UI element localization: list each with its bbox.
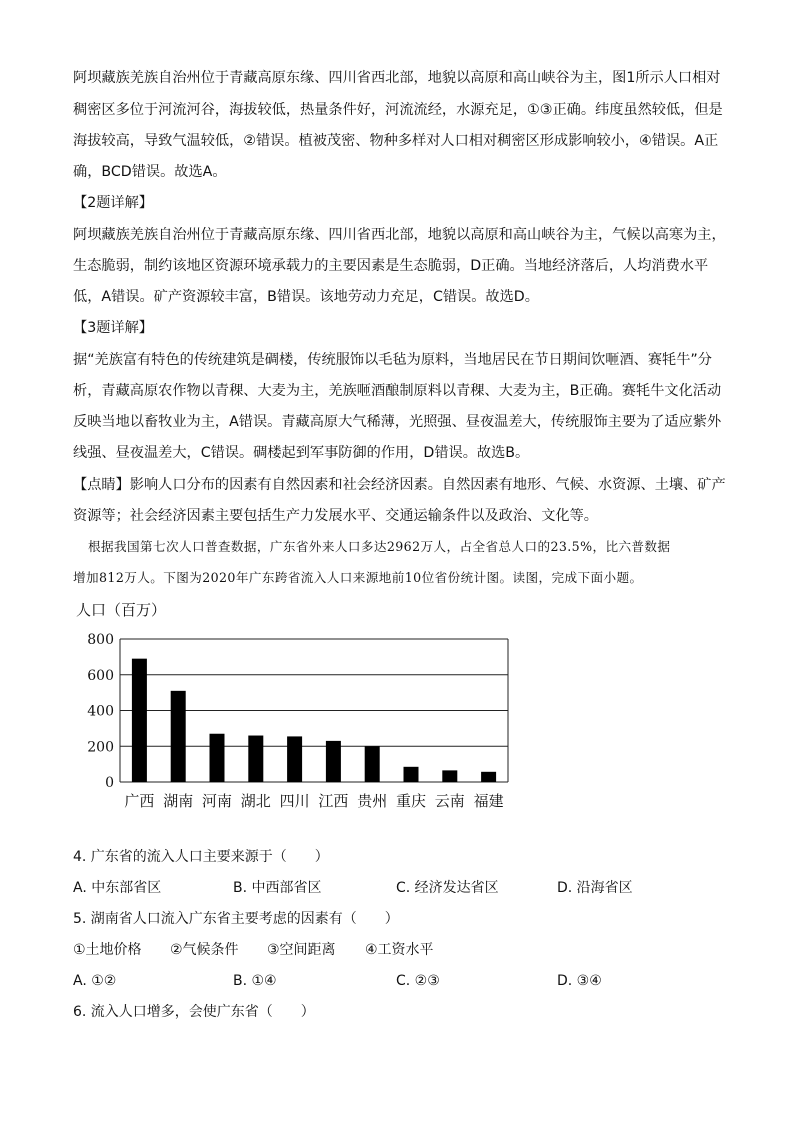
x-tick-label: 河南: [201, 792, 233, 810]
bar-贵州: [365, 746, 380, 782]
question-4-stem: 4. 广东省的流入人口主要来源于（ ）: [73, 849, 329, 865]
note-line: 资源等；社会经济因素主要包括生产力发展水平、交通运输条件以及政治、文化等。: [73, 508, 598, 524]
x-tick-label: 湖南: [163, 792, 194, 810]
q4-option-c[interactable]: C. 经济发达省区: [396, 880, 499, 896]
paragraph-line: 确，BCD错误。故选A。: [73, 164, 227, 180]
paragraph-line: 据“羌族富有特色的传统建筑是碉楼，传统服饰以毛毡为原料，当地居民在节日期间饮咂酒、赛牦牛”分: [73, 352, 712, 368]
y-axis-label: 人口（百万）: [76, 601, 167, 619]
q5-factor-4: ④工资水平: [365, 942, 434, 958]
paragraph-line: 线强、昼夜温差大，C错误。碉楼起到军事防御的作用，D错误。故选B。: [73, 445, 530, 461]
section-heading-3: 【3题详解】: [73, 320, 153, 336]
q4-option-d[interactable]: D. 沿海省区: [557, 880, 633, 896]
paragraph-line: 生态脆弱，制约该地区资源环境承载力的主要因素是生态脆弱，D正确。当地经济落后，人均消费水平: [73, 258, 709, 274]
q5-factor-3: ③空间距离: [267, 942, 336, 958]
intro-line: 根据我国第七次人口普查数据，广东省外来人口多达2962万人，占全省总人口的23.5%，比六普数据: [88, 539, 671, 554]
x-tick-label: 湖北: [240, 792, 271, 810]
x-tick-label: 贵州: [357, 792, 388, 810]
y-tick-label: 800: [87, 632, 114, 648]
y-tick-label: 200: [87, 739, 114, 756]
paragraph-line: 阿坝藏族羌族自治州位于青藏高原东缘、四川省西北部，地貌以高原和高山峡谷为主，图1所示人口相对: [73, 70, 721, 86]
q4-option-a[interactable]: A. 中东部省区: [73, 880, 162, 896]
paragraph-line: 海拔较高，导致气温较低，②错误。植被茂密、物种多样对人口相对稠密区形成影响较小，④错误。A正: [73, 133, 719, 149]
x-tick-label: 云南: [434, 792, 465, 810]
q5-factor-1: ①土地价格: [73, 942, 142, 958]
question-6-stem: 6. 流入人口增多，会使广东省（ ）: [73, 1004, 315, 1020]
intro-line: 增加812万人。下图为2020年广东跨省流入人口来源地前10位省份统计图。读图，完成下面小题。: [73, 570, 643, 585]
population-bar-chart: [70, 595, 520, 825]
q5-factor-2: ②气候条件: [170, 942, 239, 958]
x-tick-label: 四川: [279, 792, 310, 810]
y-tick-label: 600: [87, 667, 114, 684]
paragraph-line: 阿坝藏族羌族自治州位于青藏高原东缘、四川省西北部，地貌以高原和高山峡谷为主，气候以高寒为主，: [73, 227, 726, 243]
bar-云南: [442, 770, 457, 782]
q5-option-a[interactable]: A. ①②: [73, 973, 117, 989]
paragraph-line: 析，青藏高原农作物以青稞、大麦为主，羌族咂酒酿制原料以青稞、大麦为主，B正确。赛牦牛文化活动: [73, 383, 722, 399]
section-heading-2: 【2题详解】: [73, 195, 153, 211]
note-line: 【点睛】影响人口分布的因素有自然因素和社会经济因素。自然因素有地形、气候、水资源、土壤、矿产: [73, 477, 726, 493]
q5-option-b[interactable]: B. ①④: [233, 973, 277, 989]
bar-湖南: [171, 691, 186, 782]
paragraph-line: 低，A错误。矿产资源较丰富，B错误。该地劳动力充足，C错误。故选D。: [73, 289, 539, 305]
paragraph-line: 反映当地以畜牧业为主，A错误。青藏高原大气稀薄，光照强、昼夜温差大，传统服饰主要为了适应紫外: [73, 414, 722, 430]
x-tick-label: 福建: [473, 792, 504, 810]
question-5-stem: 5. 湖南省人口流入广东省主要考虑的因素有（ ）: [73, 911, 399, 927]
bar-湖北: [248, 736, 263, 782]
y-tick-label: 0: [105, 775, 114, 791]
bar-江西: [326, 741, 341, 782]
q4-option-b[interactable]: B. 中西部省区: [233, 880, 322, 896]
q5-option-d[interactable]: D. ③④: [557, 973, 602, 989]
x-tick-label: 重庆: [395, 792, 427, 810]
x-tick-label: 广西: [124, 792, 155, 810]
y-tick-label: 400: [87, 703, 114, 720]
bar-广西: [132, 659, 147, 782]
bar-河南: [210, 734, 225, 782]
bar-福建: [481, 772, 496, 782]
bar-四川: [287, 736, 302, 782]
q5-option-c[interactable]: C. ②③: [396, 973, 440, 989]
x-tick-label: 江西: [318, 792, 349, 810]
paragraph-line: 稠密区多位于河流河谷，海拔较低，热量条件好，河流流经，水源充足，①③正确。纬度虽然较低，但是: [73, 102, 723, 118]
bar-重庆: [404, 767, 419, 782]
